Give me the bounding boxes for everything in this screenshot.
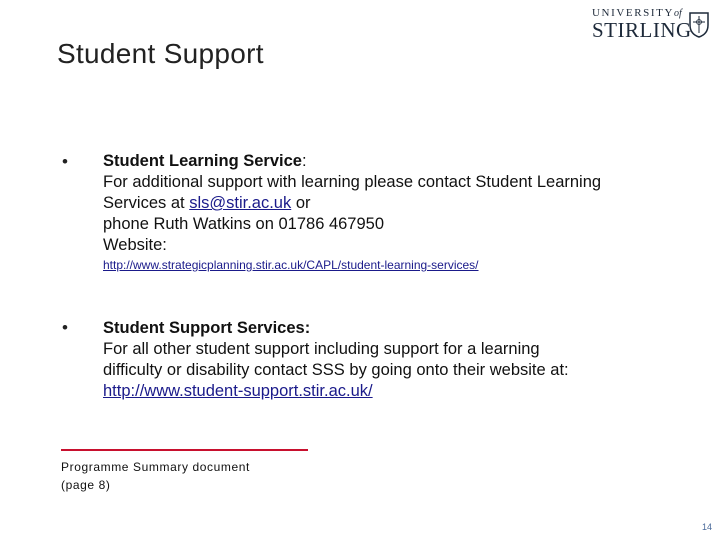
page-number: 14 — [701, 522, 712, 532]
item-text: difficulty or disability contact SSS by going onto their website at: — [103, 361, 569, 379]
divider-rule-right — [221, 449, 308, 451]
item-text: For all other student support including support for a learning — [103, 340, 540, 358]
logo-university-text: UNIVERSITYof — [592, 7, 682, 19]
slide-title: Student Support — [57, 38, 264, 69]
student-support-url-link[interactable]: http://www.student-support.stir.ac.uk/ — [103, 382, 373, 400]
learning-services-url-link[interactable]: http://www.strategicplanning.stir.ac.uk/CAPL/student-learning-services/ — [103, 258, 479, 272]
logo-stirling-text: STIRLING — [592, 18, 692, 42]
email-link[interactable]: sls@stir.ac.uk — [189, 194, 292, 212]
footnote-line: Programme Summary document — [61, 460, 250, 474]
university-logo — [590, 4, 714, 42]
item-text: Website: — [103, 236, 167, 254]
divider-rule-left — [61, 449, 221, 451]
bullet-2: • — [62, 318, 68, 337]
item-text: For additional support with learning please contact Student Learning — [103, 173, 602, 191]
item-heading: Student Learning Service — [103, 152, 302, 170]
footnote — [61, 458, 250, 494]
student-learning-service-item: Student Learning Service: For additional support with learning please contact Student Learning Services at sls@stir.ac.uk or phone Ruth Watkins on 01786 467950 Website: — [103, 151, 703, 256]
footnote-line: (page 8) — [61, 478, 111, 492]
university-crest-icon — [688, 11, 710, 39]
bullet-1: • — [62, 152, 68, 171]
student-support-services-item: Student Support Services: For all other student support including support for a learning difficulty or disability contact SSS by going onto their website at: http://www.student-support.stir.ac.uk/ — [103, 318, 703, 402]
item-text: phone Ruth Watkins on 01786 467950 — [103, 215, 385, 233]
item-heading: Student Support Services — [103, 319, 305, 337]
